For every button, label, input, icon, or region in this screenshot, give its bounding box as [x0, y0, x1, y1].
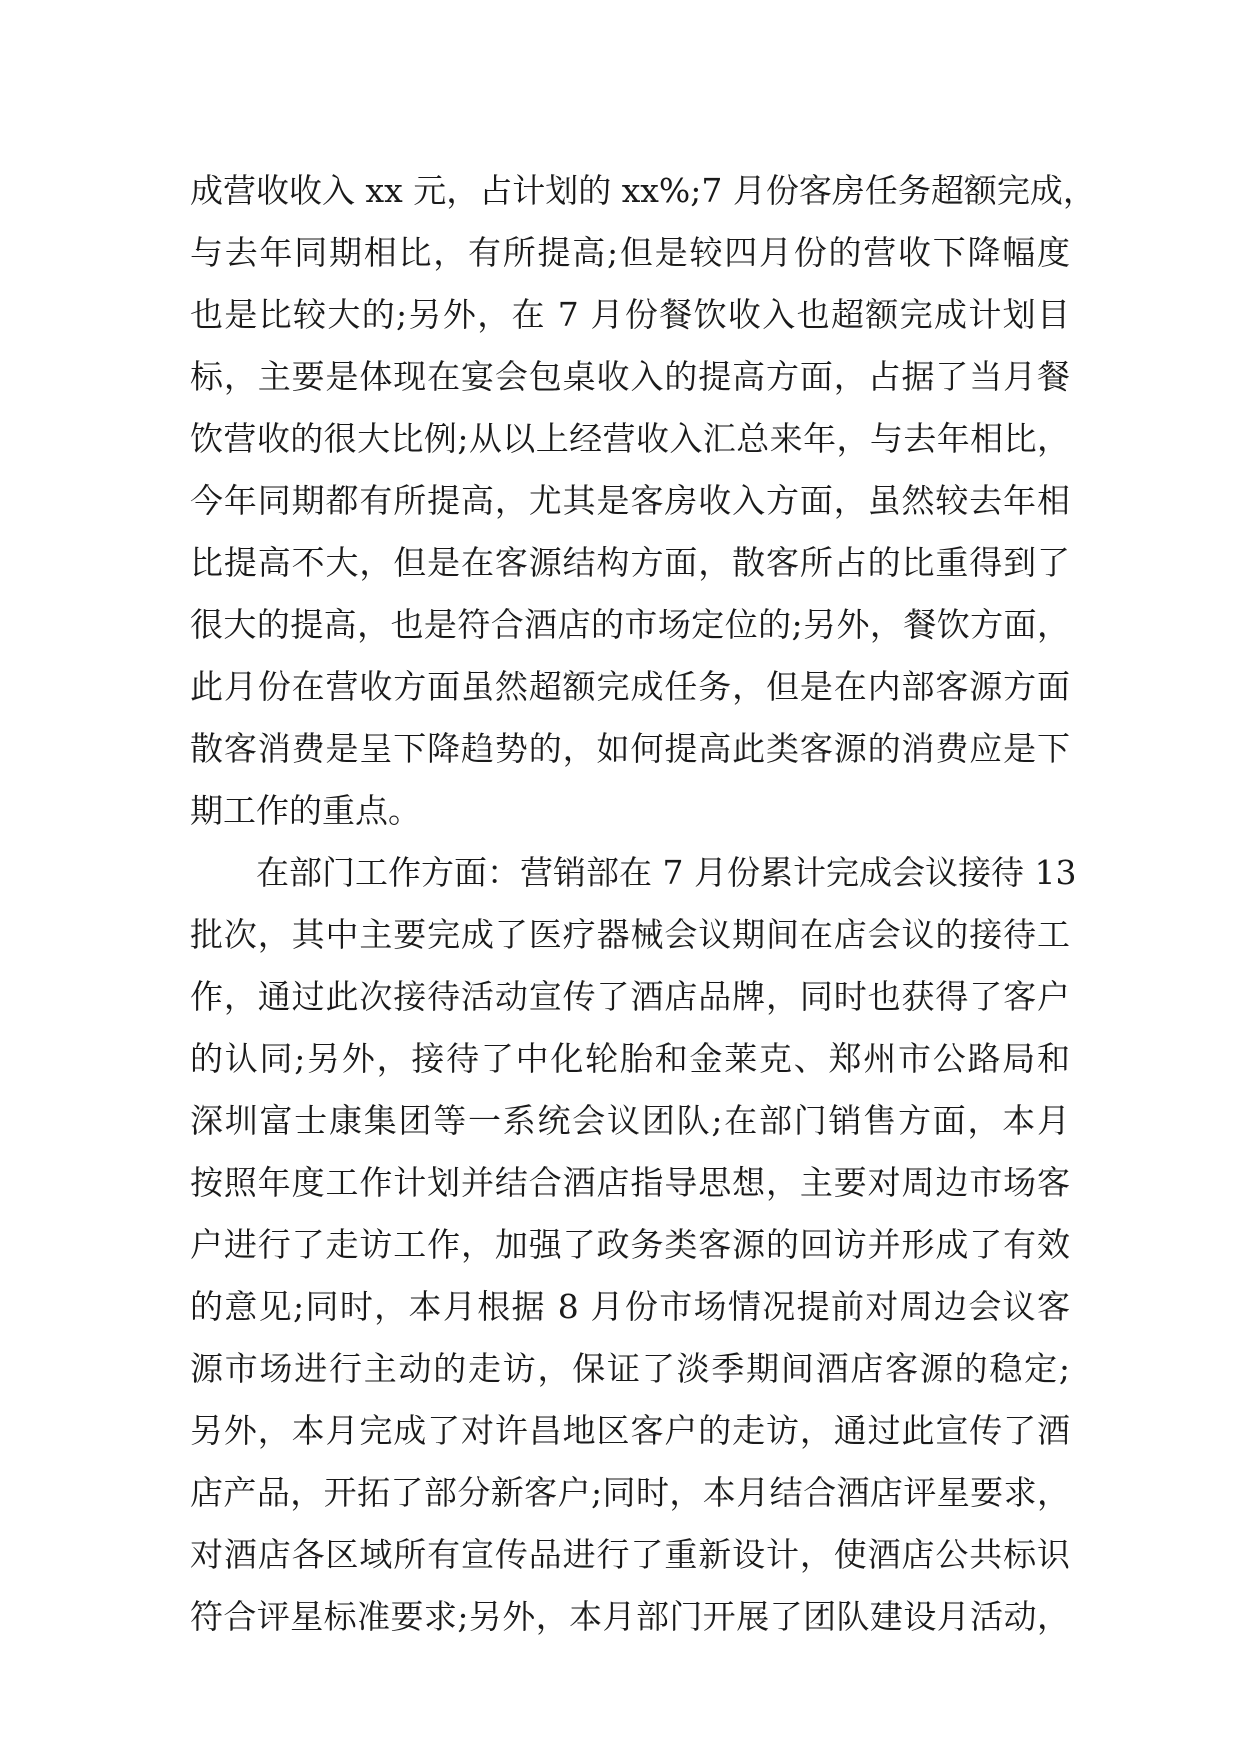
text-line: 也是比较大的;另外，在 7 月份餐饮收入也超额完成计划目	[190, 295, 1070, 334]
text-line: 今年同期都有所提高，尤其是客房收入方面，虽然较去年相	[190, 481, 1070, 520]
text-line: 饮营收的很大比例;从以上经营收入汇总来年，与去年相比，	[190, 419, 1070, 458]
text-line: 比提高不大，但是在客源结构方面，散客所占的比重得到了	[190, 543, 1070, 582]
text-line: 对酒店各区域所有宣传品进行了重新设计，使酒店公共标识	[190, 1535, 1070, 1574]
text-line: 很大的提高，也是符合酒店的市场定位的;另外，餐饮方面，	[190, 605, 1070, 644]
text-line: 户进行了走访工作，加强了政务类客源的回访并形成了有效	[190, 1225, 1070, 1264]
text-line: 另外，本月完成了对许昌地区客户的走访，通过此宣传了酒	[190, 1411, 1070, 1450]
text-line: 的认同;另外，接待了中化轮胎和金莱克、郑州市公路局和	[190, 1039, 1070, 1078]
document-body	[190, 160, 1096, 1648]
paragraph-2	[190, 842, 1077, 1648]
text-line: 源市场进行主动的走访，保证了淡季期间酒店客源的稳定;	[190, 1349, 1070, 1388]
text-line: 符合评星标准要求;另外，本月部门开展了团队建设月活动，	[190, 1597, 1070, 1636]
text-line: 深圳富士康集团等一系统会议团队;在部门销售方面，本月	[190, 1101, 1070, 1140]
text-line: 作，通过此次接待活动宣传了酒店品牌，同时也获得了客户	[190, 977, 1070, 1016]
text-line: 在部门工作方面：营销部在 7 月份累计完成会议接待 13	[256, 853, 1077, 892]
text-line: 成营收收入 xx 元，占计划的 xx%;7 月份客房任务超额完成，	[190, 171, 1096, 210]
text-line: 批次，其中主要完成了医疗器械会议期间在店会议的接待工	[190, 915, 1070, 954]
text-line: 店产品，开拓了部分新客户;同时，本月结合酒店评星要求，	[190, 1473, 1070, 1512]
text-line: 的意见;同时，本月根据 8 月份市场情况提前对周边会议客	[190, 1287, 1070, 1326]
text-line: 期工作的重点。	[190, 791, 421, 830]
paragraph-1	[190, 160, 1096, 842]
text-line: 散客消费是呈下降趋势的，如何提高此类客源的消费应是下	[190, 729, 1070, 768]
text-line: 标，主要是体现在宴会包桌收入的提高方面，占据了当月餐	[190, 357, 1070, 396]
text-line: 此月份在营收方面虽然超额完成任务，但是在内部客源方面	[190, 667, 1070, 706]
text-line: 按照年度工作计划并结合酒店指导思想，主要对周边市场客	[190, 1163, 1070, 1202]
text-line: 与去年同期相比，有所提高;但是较四月份的营收下降幅度	[190, 233, 1070, 272]
